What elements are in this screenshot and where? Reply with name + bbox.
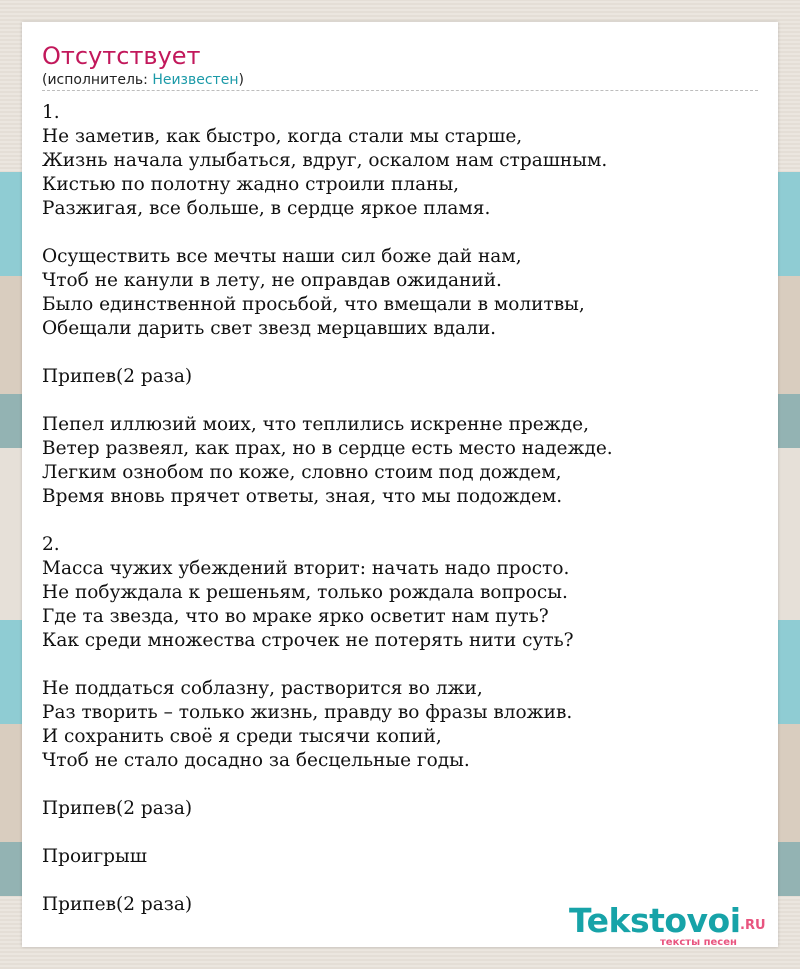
lyric-line: Припев(2 раза) (42, 798, 193, 819)
lyric-line: Время вновь прячет ответы, зная, что мы подождем. (42, 486, 563, 507)
lyric-line: Кистью по полотну жадно строили планы, (42, 174, 460, 195)
lyric-line: Не заметив, как быстро, когда стали мы старше, (42, 126, 523, 147)
artist-suffix: ) (238, 72, 244, 88)
lyric-line (42, 821, 613, 845)
lyric-line: Легким ознобом по коже, словно стоим под дождем, (42, 462, 562, 483)
lyric-line: 2. (42, 534, 60, 555)
lyric-line: Разжигая, все больше, в сердце яркое пламя. (42, 198, 491, 219)
lyric-line (42, 653, 613, 677)
lyric-line: Чтоб не канули в лету, не оправдав ожиданий. (42, 270, 502, 291)
lyrics-card (22, 22, 778, 947)
lyric-line (42, 509, 613, 533)
lyric-line: Было единственной просьбой, что вмещали в молитвы, (42, 294, 585, 315)
artist-link[interactable]: Неизвестен (152, 72, 239, 88)
lyric-line (42, 773, 613, 797)
lyric-line: Пепел иллюзий моих, что теплились искренне прежде, (42, 414, 589, 435)
site-logo[interactable] (569, 901, 779, 951)
lyric-line: Чтоб не стало досадно за бесцельные годы. (42, 750, 470, 771)
lyric-line: Не побуждала к решеньям, только рождала вопросы. (42, 582, 568, 603)
lyric-line: И сохранить своё я среди тысячи копий, (42, 726, 442, 747)
artist-line (42, 71, 244, 89)
lyric-line (42, 221, 613, 245)
lyrics-body (42, 101, 613, 917)
lyric-line: Как среди множества строчек не потерять нити суть? (42, 630, 574, 651)
lyric-line: Припев(2 раза) (42, 366, 193, 387)
lyric-line (42, 869, 613, 893)
lyric-line: Ветер развеял, как прах, но в сердце есть место надежде. (42, 438, 613, 459)
lyric-line (42, 389, 613, 413)
logo-name: Tekstovoi (569, 901, 741, 940)
logo-domain: .RU (740, 918, 766, 933)
logo-tagline: тексты песен (660, 937, 737, 948)
title-divider (42, 90, 758, 91)
lyric-line: Осуществить все мечты наши сил боже дай нам, (42, 246, 522, 267)
lyric-line: Жизнь начала улыбаться, вдруг, оскалом нам страшным. (42, 150, 608, 171)
lyric-line: Раз творить – только жизнь, правду во фразы вложив. (42, 702, 573, 723)
song-title: Отсутствует (42, 42, 201, 70)
lyric-line: Обещали дарить свет звезд мерцавших вдали. (42, 318, 497, 339)
lyric-line: 1. (42, 102, 60, 123)
lyric-line: Где та звезда, что во мраке ярко осветит нам путь? (42, 606, 549, 627)
lyric-line: Проигрыш (42, 846, 147, 867)
lyric-line: Припев(2 раза) (42, 894, 193, 915)
lyric-line (42, 341, 613, 365)
artist-prefix: (исполнитель: (42, 72, 153, 88)
lyric-line: Масса чужих убеждений вторит: начать надо просто. (42, 558, 570, 579)
lyric-line: Не поддаться соблазну, растворится во лжи, (42, 678, 483, 699)
